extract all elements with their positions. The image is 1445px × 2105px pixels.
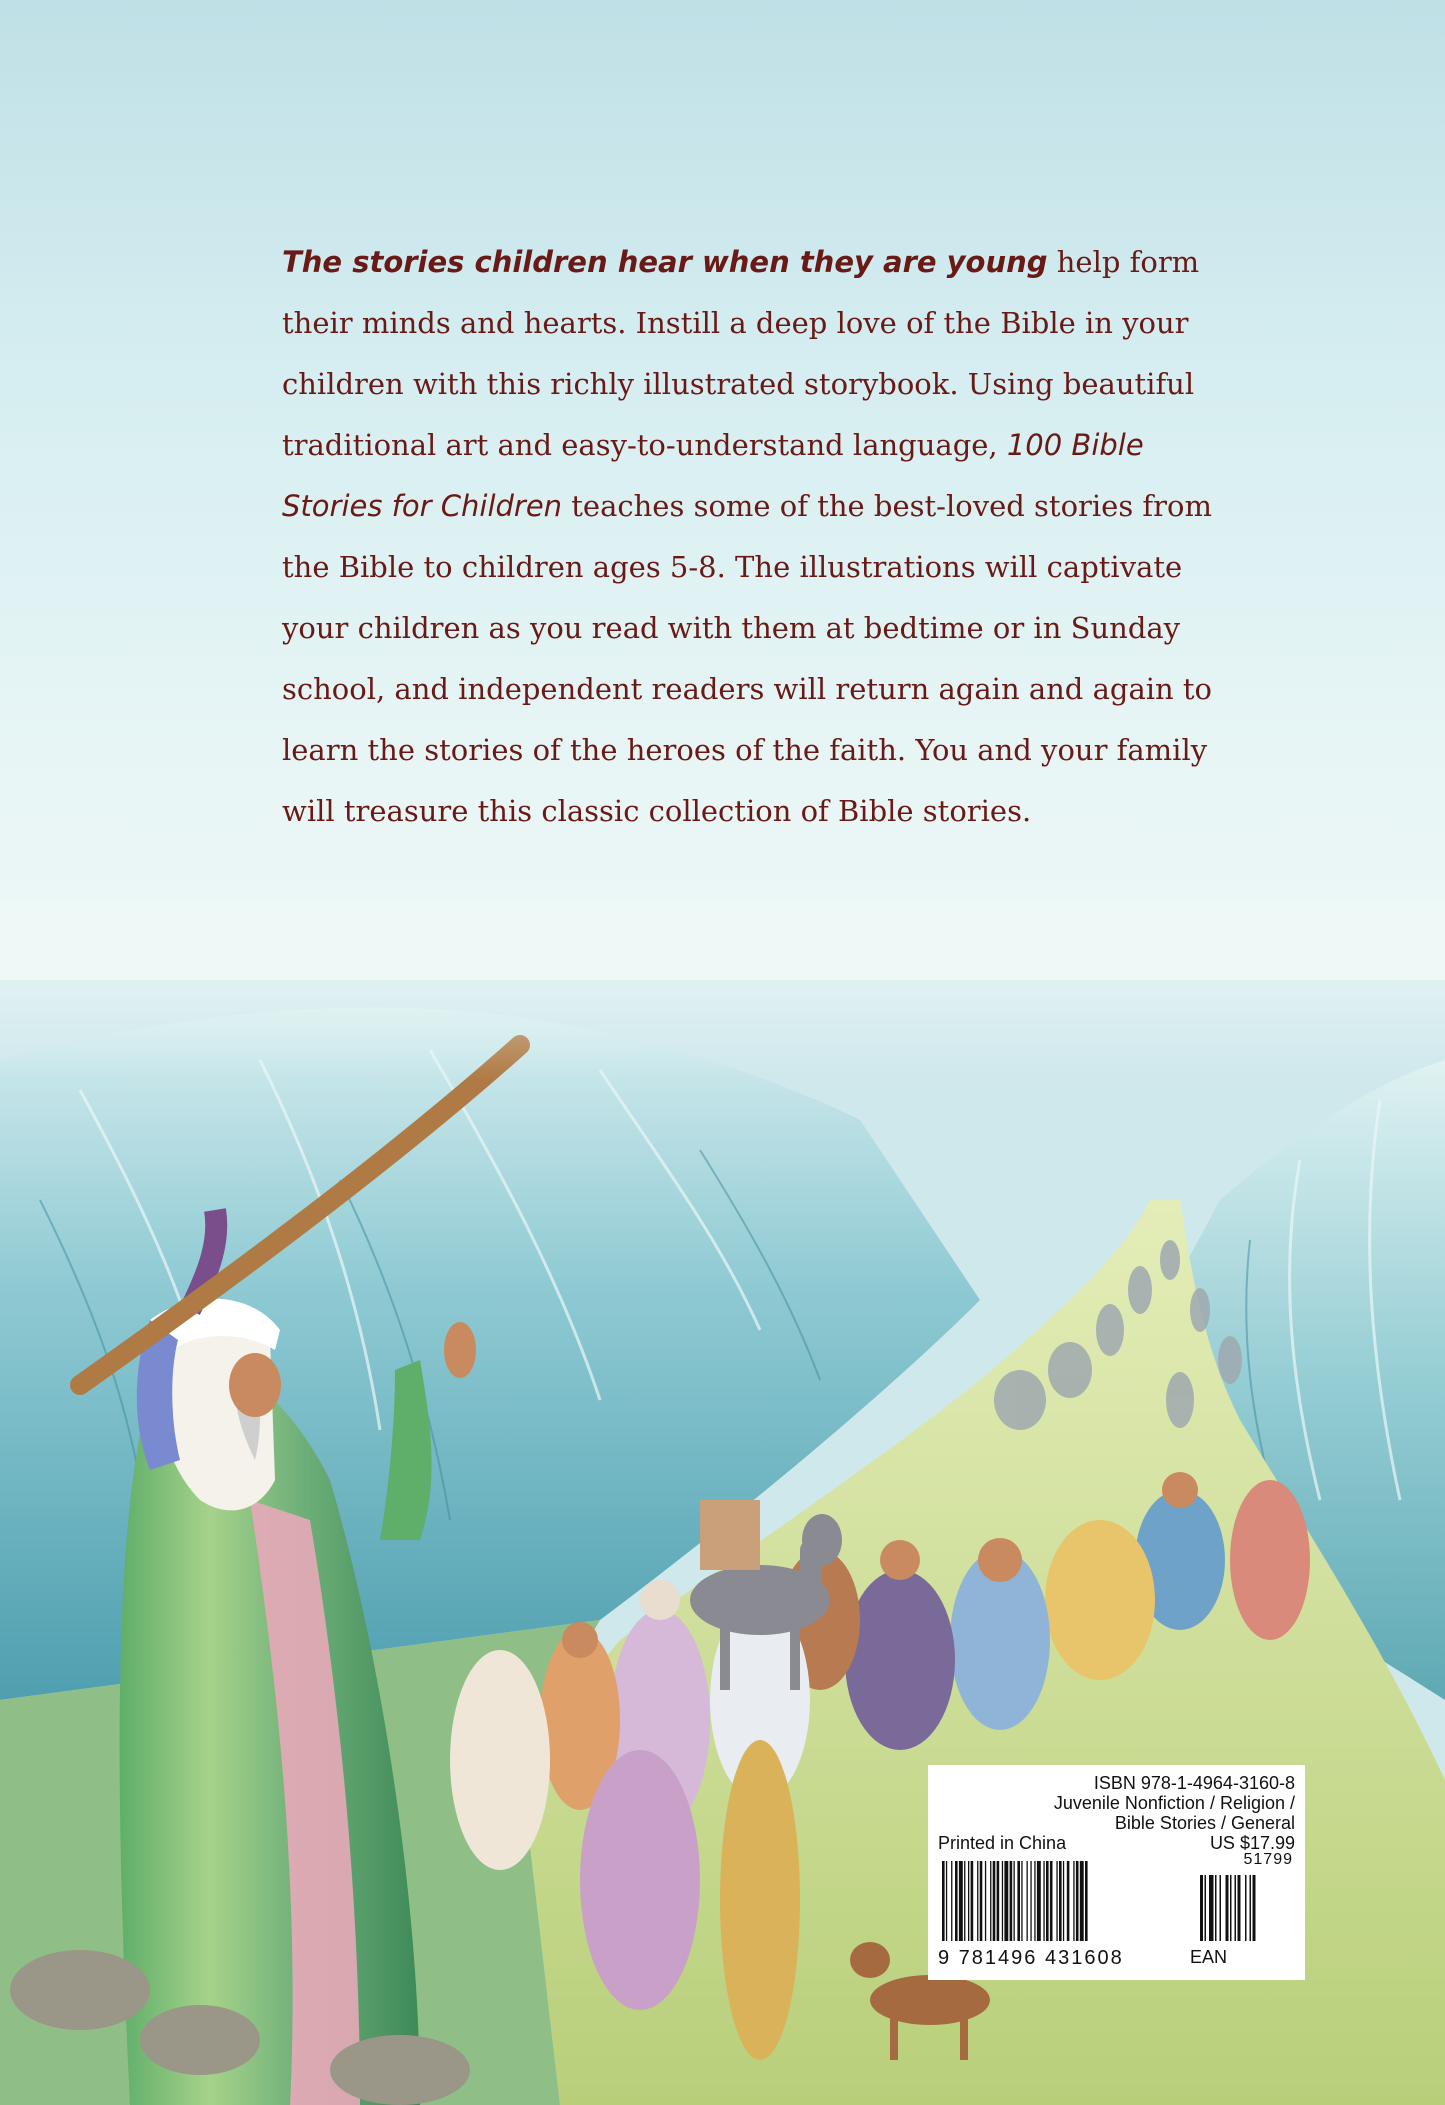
blurb-lead: The stories children hear when they are young	[282, 245, 1048, 279]
back-cover-blurb	[282, 232, 1212, 842]
category-line-2: Bible Stories / General	[1114, 1813, 1295, 1833]
category-line-1: Juvenile Nonfiction / Religion /	[1053, 1793, 1295, 1813]
barcode-label	[928, 1765, 1305, 1980]
barcode-digits: 9 781496 431608	[938, 1947, 1124, 1969]
isbn-text: ISBN 978-1-4964-3160-8	[1093, 1773, 1295, 1793]
price-text: US $17.99	[1209, 1833, 1295, 1853]
supplement-code: 51799	[1243, 1851, 1293, 1868]
ean-label: EAN	[1190, 1947, 1228, 1967]
book-title: 100 Bible Stories for Children	[282, 428, 1144, 523]
blurb-text-part2: teaches some of the best-loved stories from the Bible to children ages 5-8. The illustrations will captivate your children as you read with them at bedtime or in Sunday school, and independent readers will return again and again to learn the stories of the heroes of the faith. You and your family will treasure this classic collection of Bible stories.	[282, 489, 1213, 828]
blurb-text-part1: help form their minds and hearts. Instill a deep love of the Bible in your children with this richly illustrated storybook. Using beautiful traditional art and easy-to-understand language,	[282, 245, 1200, 462]
barcode-image	[938, 1861, 1295, 1943]
printed-in-text: Printed in China	[938, 1833, 1067, 1853]
